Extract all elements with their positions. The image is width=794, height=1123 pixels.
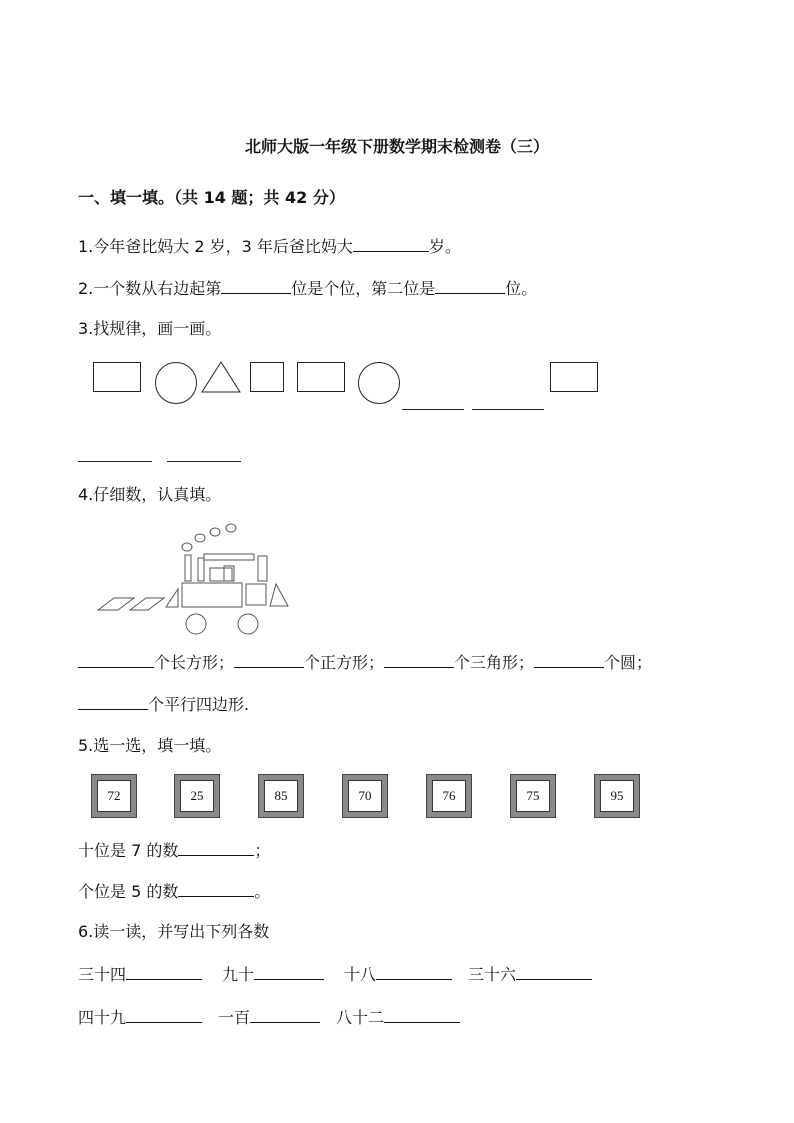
answer-blank[interactable]	[126, 1006, 202, 1023]
number-word: 九十	[222, 965, 255, 984]
section-heading: 一、填一填。（共 14 题；共 42 分）	[78, 188, 345, 207]
page-title: 北师大版一年级下册数学期末检测卷（三）	[244, 137, 549, 156]
answer-blank[interactable]	[534, 651, 604, 668]
triangle-shape	[200, 360, 242, 394]
question-1	[78, 235, 461, 258]
number-word: 一百	[218, 1008, 251, 1027]
rectangle-shape	[93, 362, 141, 392]
answer-blank[interactable]	[234, 651, 304, 668]
rectangle-shape	[550, 362, 598, 392]
question-1-tail: 岁。	[428, 237, 461, 256]
ones-five-label: 个位是 5 的数	[78, 882, 179, 901]
number-card[interactable]: 85	[258, 774, 304, 818]
answer-blank[interactable]	[376, 963, 452, 980]
circle-shape	[358, 362, 400, 404]
answer-blank[interactable]	[78, 693, 148, 710]
question-5-line-2	[78, 880, 270, 903]
circle-shape	[155, 362, 197, 404]
number-word: 八十二	[336, 1008, 385, 1027]
answer-blank[interactable]	[472, 409, 544, 410]
answer-blank[interactable]	[178, 839, 254, 856]
number-word: 十八	[344, 965, 377, 984]
answer-blank[interactable]	[78, 461, 152, 462]
answer-blank[interactable]	[516, 963, 592, 980]
answer-blank[interactable]	[402, 409, 464, 410]
number-card[interactable]: 70	[342, 774, 388, 818]
number-word: 三十六	[468, 965, 517, 984]
question-2-mid: 位是个位，第二位是	[291, 279, 436, 298]
answer-blank[interactable]	[78, 651, 154, 668]
answer-blank[interactable]	[384, 651, 454, 668]
rect-count-label: 个长方形；	[154, 653, 235, 672]
answer-blank[interactable]	[126, 963, 202, 980]
question-5-line-1	[78, 839, 270, 862]
question-1-text: 1.今年爸比妈大 2 岁，3 年后爸比妈大	[78, 237, 353, 256]
question-5: 5.选一选，填一填。	[78, 736, 222, 755]
answer-blank[interactable]	[254, 963, 324, 980]
answer-blank[interactable]	[221, 277, 291, 294]
answer-blank[interactable]	[167, 461, 241, 462]
train-figure	[90, 518, 300, 638]
question-3: 3.找规律，画一画。	[78, 319, 222, 338]
question-4-line-1	[78, 651, 652, 674]
answer-blank[interactable]	[384, 1006, 460, 1023]
answer-blank[interactable]	[250, 1006, 320, 1023]
question-2	[78, 277, 537, 300]
parallelogram-count-label: 个平行四边形.	[148, 695, 250, 714]
number-card[interactable]: 72	[91, 774, 137, 818]
number-word: 四十九	[78, 1008, 127, 1027]
question-2-text: 2.一个数从右边起第	[78, 279, 222, 298]
question-4: 4.仔细数，认真填。	[78, 485, 222, 504]
number-card[interactable]: 76	[426, 774, 472, 818]
circle-count-label: 个圆；	[604, 653, 653, 672]
number-card[interactable]: 75	[510, 774, 556, 818]
punctuation: 。	[254, 882, 271, 901]
punctuation: ；	[254, 841, 271, 860]
tens-seven-label: 十位是 7 的数	[78, 841, 179, 860]
answer-blank[interactable]	[178, 880, 254, 897]
question-2-tail: 位。	[505, 279, 538, 298]
number-word: 三十四	[78, 965, 127, 984]
question-6: 6.读一读，并写出下列各数	[78, 922, 270, 941]
square-shape	[250, 362, 284, 392]
question-6-row-1	[78, 963, 592, 986]
rectangle-shape	[297, 362, 345, 392]
answer-blank[interactable]	[435, 277, 505, 294]
question-4-line-2	[78, 693, 249, 716]
number-card[interactable]: 25	[174, 774, 220, 818]
triangle-count-label: 个三角形；	[454, 653, 535, 672]
answer-blank[interactable]	[353, 235, 429, 252]
number-card[interactable]: 95	[594, 774, 640, 818]
square-count-label: 个正方形；	[304, 653, 385, 672]
question-6-row-2	[78, 1006, 460, 1029]
